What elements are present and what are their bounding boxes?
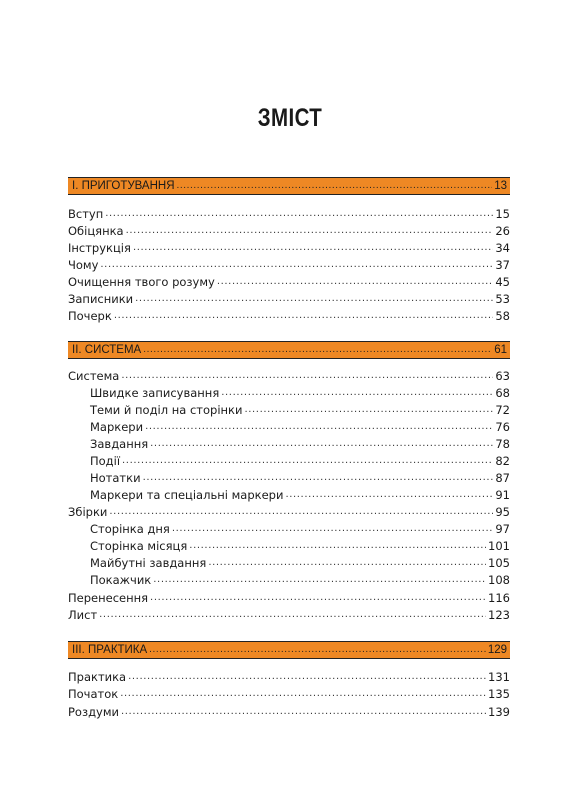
toc-subentry[interactable] xyxy=(68,385,510,401)
toc-entry-label: Покажчик xyxy=(90,573,152,587)
leader-dots xyxy=(143,342,492,358)
leader-dots xyxy=(244,402,493,418)
toc-entry-label: Інструкція xyxy=(68,241,131,255)
toc-entry-page: 72 xyxy=(495,403,510,417)
toc-entry-page: 68 xyxy=(495,386,510,400)
leader-dots xyxy=(105,206,493,222)
leader-dots xyxy=(99,607,486,623)
toc-entry[interactable] xyxy=(68,257,510,273)
leader-dots xyxy=(121,704,486,720)
toc-entry-label: Обіцянка xyxy=(68,224,124,238)
toc-entry-label: Швидке записування xyxy=(90,386,220,400)
toc-entry-page: 108 xyxy=(488,573,510,587)
toc-subentry[interactable] xyxy=(68,402,510,418)
toc-entry-page: 45 xyxy=(495,275,510,289)
section-heading-system[interactable] xyxy=(68,341,510,359)
toc-subentry[interactable] xyxy=(68,572,510,588)
leader-dots xyxy=(109,504,493,520)
toc-entry-label: Записники xyxy=(68,292,134,306)
toc-entry[interactable] xyxy=(68,308,510,324)
toc-entry-page: 123 xyxy=(488,608,510,622)
leader-dots xyxy=(208,555,486,571)
leader-dots xyxy=(143,470,494,486)
toc-entry-label: Початок xyxy=(68,687,119,701)
toc-entry-label: Сторінка місяця xyxy=(90,539,188,553)
leader-dots xyxy=(100,257,493,273)
toc-entry[interactable] xyxy=(68,223,510,239)
toc-subentry[interactable] xyxy=(68,436,510,452)
toc-entry-page: 15 xyxy=(495,207,510,221)
leader-dots xyxy=(189,538,486,554)
leader-dots xyxy=(172,521,494,537)
leader-dots xyxy=(128,669,486,685)
toc-subentry[interactable] xyxy=(68,470,510,486)
toc-entry-page: 131 xyxy=(488,670,510,684)
toc-entry[interactable] xyxy=(68,274,510,290)
toc-entry-page: 63 xyxy=(495,369,510,383)
toc-entry[interactable] xyxy=(68,368,510,384)
leader-dots xyxy=(149,642,486,658)
section-heading-practice[interactable] xyxy=(68,641,510,659)
leader-dots xyxy=(145,419,493,435)
toc-entry[interactable] xyxy=(68,206,510,222)
leader-dots xyxy=(122,453,493,469)
toc-entry-page: 97 xyxy=(495,522,510,536)
toc-entry-label: Система xyxy=(68,369,120,383)
toc-entry-label: Події xyxy=(90,454,121,468)
toc-entry-label: Почерк xyxy=(68,309,112,323)
toc-entry-page: 105 xyxy=(488,556,510,570)
page-title: ЗМІСТ xyxy=(257,104,323,132)
toc-entry[interactable] xyxy=(68,607,510,623)
toc-entry-page: 139 xyxy=(488,705,510,719)
toc-entry[interactable] xyxy=(68,504,510,520)
toc-entry-label: Теми й поділ на сторінки xyxy=(90,403,243,417)
toc-entry-label: Перенесення xyxy=(68,591,149,605)
toc-subentry[interactable] xyxy=(68,419,510,435)
toc-entry-label: Збірки xyxy=(68,505,108,519)
toc-entry-page: 78 xyxy=(495,437,510,451)
toc-entry-page: 34 xyxy=(495,241,510,255)
toc-entry-page: 82 xyxy=(495,454,510,468)
toc-subentry[interactable] xyxy=(68,487,510,503)
toc-entry-label: Лист xyxy=(68,608,98,622)
toc-entry-label: Майбутні завдання xyxy=(90,556,207,570)
toc-subentry[interactable] xyxy=(68,521,510,537)
leader-dots xyxy=(177,178,493,194)
toc-entry-label: Практика xyxy=(68,670,127,684)
toc-entry-label: Маркери xyxy=(90,420,144,434)
section-page-number: 61 xyxy=(494,344,507,356)
toc-entry-page: 101 xyxy=(488,539,510,553)
section-page-number: 129 xyxy=(487,644,507,656)
leader-dots xyxy=(217,274,494,290)
toc-entry-page: 37 xyxy=(495,258,510,272)
leader-dots xyxy=(126,223,494,239)
toc-entry[interactable] xyxy=(68,669,510,685)
toc-entry[interactable] xyxy=(68,291,510,307)
leader-dots xyxy=(150,436,493,452)
toc-entry-page: 53 xyxy=(495,292,510,306)
toc-entry-label: Завдання xyxy=(90,437,149,451)
toc-entry-label: Очищення твого розуму xyxy=(68,275,215,289)
section-label: III. ПРАКТИКА xyxy=(72,644,148,656)
toc-entry-page: 26 xyxy=(495,224,510,238)
leader-dots xyxy=(135,291,493,307)
toc-entry-page: 87 xyxy=(495,471,510,485)
toc-entry-label: Чому xyxy=(68,258,99,272)
section-label: II. СИСТЕМА xyxy=(72,344,142,356)
toc-subentry[interactable] xyxy=(68,453,510,469)
toc-entry-page: 76 xyxy=(495,420,510,434)
toc-entry[interactable] xyxy=(68,590,510,606)
toc-entry[interactable] xyxy=(68,240,510,256)
leader-dots xyxy=(133,240,493,256)
leader-dots xyxy=(153,572,486,588)
section-heading-preparation[interactable] xyxy=(68,177,510,195)
toc-subentry[interactable] xyxy=(68,538,510,554)
toc-entry-label: Вступ xyxy=(68,207,104,221)
leader-dots xyxy=(285,487,493,503)
toc-subentry[interactable] xyxy=(68,555,510,571)
toc-entry-page: 91 xyxy=(495,488,510,502)
toc-entry-page: 135 xyxy=(488,687,510,701)
toc-entry-label: Нотатки xyxy=(90,471,141,485)
toc-entry[interactable] xyxy=(68,704,510,720)
toc-entry-label: Сторінка дня xyxy=(90,522,170,536)
leader-dots xyxy=(121,368,493,384)
toc-entry-label: Роздуми xyxy=(68,705,119,719)
toc-entry-page: 116 xyxy=(488,591,510,605)
toc-entry-page: 58 xyxy=(495,309,510,323)
leader-dots xyxy=(150,590,486,606)
toc-entry-label: Маркери та спеціальні маркери xyxy=(90,488,284,502)
leader-dots xyxy=(120,686,486,702)
leader-dots xyxy=(114,308,494,324)
leader-dots xyxy=(221,385,493,401)
toc-entry-page: 95 xyxy=(495,505,510,519)
toc-entry[interactable] xyxy=(68,686,510,702)
section-label: I. ПРИГОТУВАННЯ xyxy=(72,180,175,192)
section-page-number: 13 xyxy=(494,180,507,192)
